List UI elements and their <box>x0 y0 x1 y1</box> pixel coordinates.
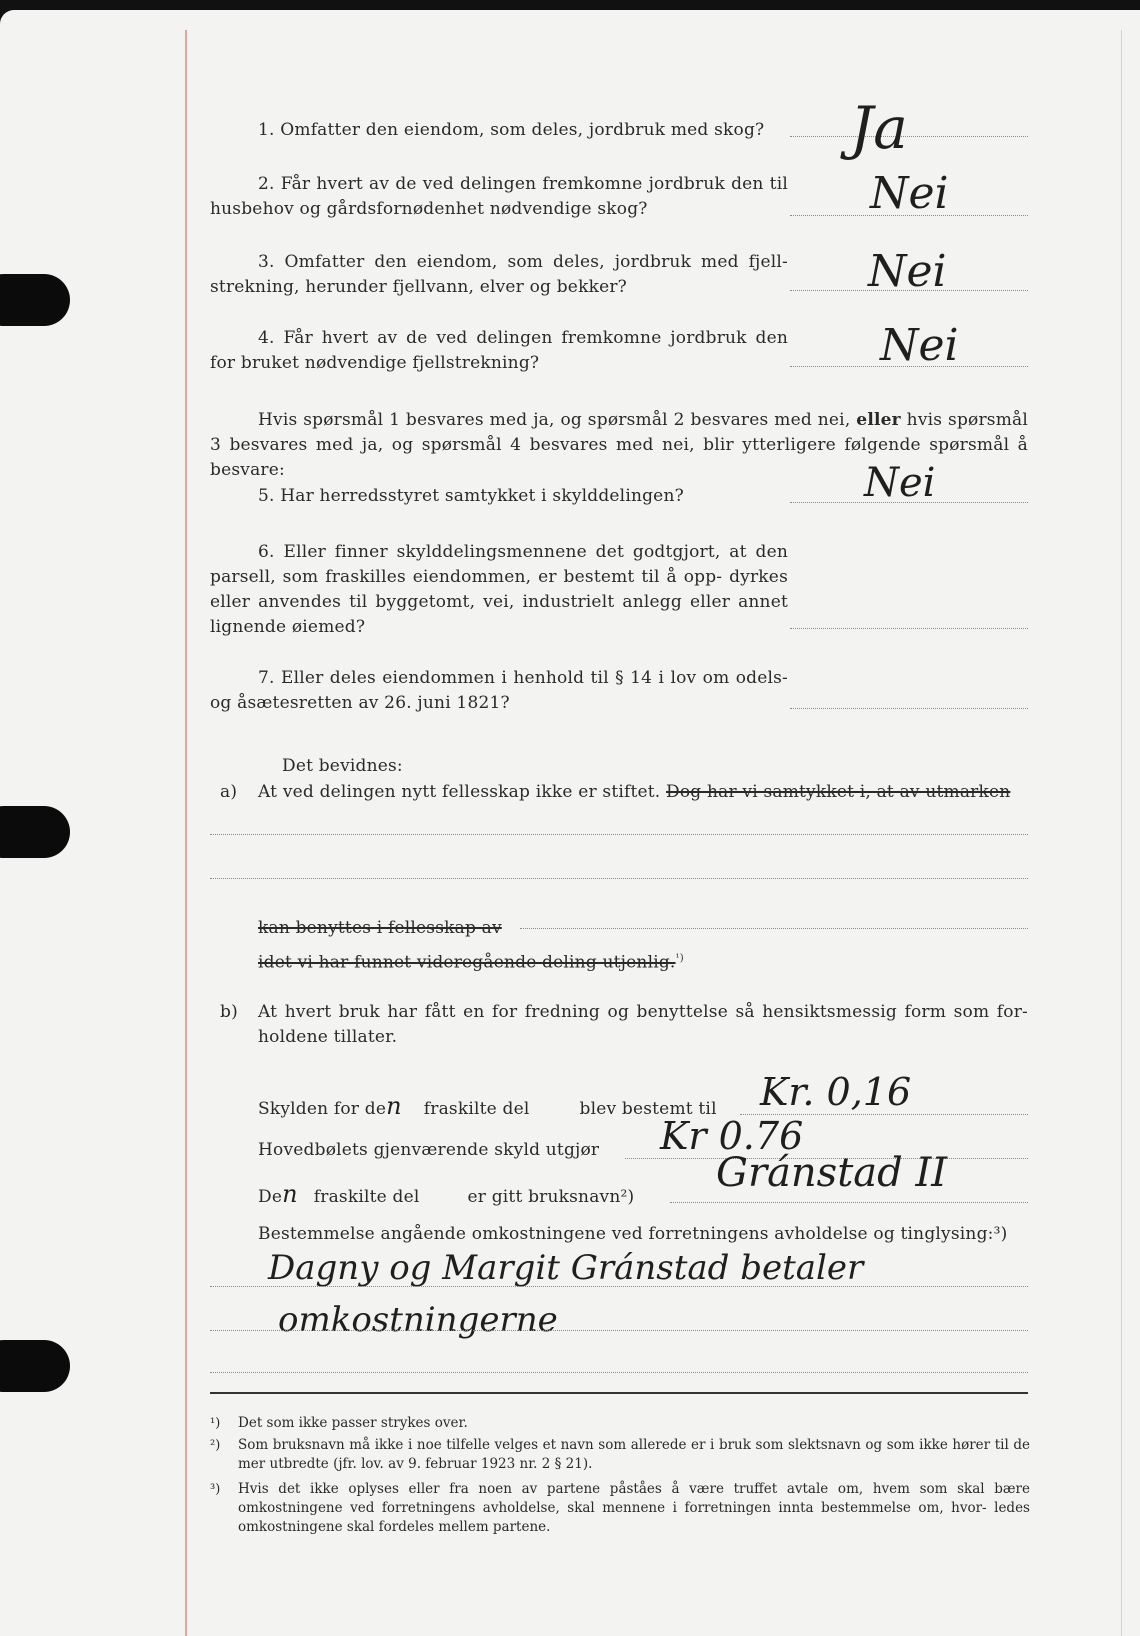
margin-rule <box>185 30 187 1636</box>
page-edge <box>1121 30 1122 1636</box>
answer-line <box>790 708 1028 709</box>
bruksnavn-handwritten: Gránstad II <box>716 1150 948 1196</box>
blank-line <box>520 928 1028 929</box>
answer-line <box>790 628 1028 629</box>
punch-hole <box>0 806 70 858</box>
blank-line <box>210 878 1028 879</box>
punch-hole <box>0 1340 70 1392</box>
question-5: 5. Har herredsstyret samtykket i skylddelingen? <box>258 486 684 506</box>
item-a-text: At ved delingen nytt fellesskap ikke er stiftet. Dog har vi samtykket i, at av utmarken <box>258 782 1011 802</box>
answer-4-handwritten: Nei <box>880 320 959 371</box>
conditional-intro: Hvis spørsmål 1 besvares med ja, og spørsmål 2 besvares med nei, eller hvis spørsmål 3 besvares med ja, og spørsmål 4 besvares med nei, blir ytterligere følgende spørsmål å besvare: <box>210 410 1029 480</box>
skyld-value-handwritten: Kr. 0,16 <box>760 1070 912 1114</box>
hovedbol-value-handwritten: Kr 0.76 <box>660 1114 804 1158</box>
struck-text-2: idet vi har funnet videregående deling utjenlig.$^{^1)}$ <box>258 952 684 973</box>
blank-line <box>210 1330 1028 1331</box>
question-7: 7. Eller deles eiendommen i henhold til § 14 i lov om odels- og åsætesretten av 26. juni 1821? <box>210 668 788 713</box>
item-a-label: a) <box>220 782 238 802</box>
struck-text-1: kan benyttes i fellesskap av <box>258 918 502 938</box>
omkostning-label: Bestemmelse angående omkostningene ved forretningens avholdelse og tinglysing:³) <box>258 1224 1008 1244</box>
answer-5-handwritten: Nei <box>864 460 936 506</box>
answer-3-handwritten: Nei <box>868 246 947 297</box>
punch-hole <box>0 274 70 326</box>
footnote-rule <box>210 1392 1028 1394</box>
skyld-line-3: Den fraskilte del er gitt bruksnavn²) <box>258 1180 635 1208</box>
answer-line <box>670 1202 1028 1203</box>
blank-line <box>210 1286 1028 1287</box>
answer-line <box>790 136 1028 137</box>
question-4: 4. Får hvert av de ved delingen fremkomne jordbruk den for bruket nødvendige fjellstrekning? <box>210 328 788 373</box>
bevidnes-heading: Det bevidnes: <box>282 756 403 776</box>
question-3: 3. Omfatter den eiendom, som deles, jordbruk med fjell- strekning, herunder fjellvann, elver og bekker? <box>210 252 789 297</box>
document-page: 1. Omfatter den eiendom, som deles, jordbruk med skog? Ja 2. Får hvert av de ved delingen fremkomne jordbruk den til husbehov og gårdsfornødenhet nødvendige skog? Nei 3. Omfatter den eiendom, som deles, jordbruk med fjell- strekning, herunder fjellvann, elver og bekker? Nei 4. Får hvert av de ved delingen fremkomne jordbruk den for bruket nødvendige fjellstrekning? Nei Hvis spørsmål 1 besvares med ja, og spørsmål 2 besvares med nei, eller hvis spørsmål 3 besvares med ja, og spørsmål 4 besvares med nei, blir ytterligere følgende spørsmål å besvare: 5. Har herredsstyret samtykket i skylddelingen? Nei 6. Eller finner skylddelingsmennene det godtgjort, at den parsell, som fraskilles eiendommen, er bestemt til å opp- dyrkes eller anvendes til byggetomt, vei, industrielt anlegg eller annet lignende øiemed? 7. Eller deles eiendommen i henhold til § 14 i lov om odels- og åsætesretten av 26. juni 1821? Det bevidnes: a) At ved delingen nytt fellesskap ikke er stiftet. Dog har vi samtykket i, at av utmarken kan benyttes i fellesskap av idet vi har funnet videregående deling utjenlig.$^{^1)}$ b) At hvert bruk har fått en for fredning og benyttelse så hensiktsmessig form som for- holdene tillater. Skylden for den fraskilte del blev bestemt til Kr. 0,16 Hovedbølets gjenværende skyld utgjør Kr 0.76 Den fraskilte del er gitt bruksnavn²) Gránstad II Bestemmelse angående omkostningene ved forretningens avholdelse og tinglysing:³) Dagny og Margit Gránstad betaler omkostningerne ¹) Det som ikke passer strykes over. ²) Som bruksnavn må ikke i noe tilfelle velges et navn som allerede er i bruk som slektsnavn og som ikke hører til de mer utbredte (jfr. lov. av 9. februar 1923 nr. 2 § 21). ³) Hvis det ikke oplyses eller fra noen av partene påståes å være truffet avtale om, hvem som skal bære omkostningene ved forretningens avholdelse, skal mennene i forretningen innta bestemmelse om, hvor- ledes omkostningene skal fordeles mellem partene. <box>0 10 1140 1636</box>
omkostning-handwritten-2: omkostningerne <box>278 1300 558 1340</box>
blank-line <box>210 834 1028 835</box>
skyld-line-2: Hovedbølets gjenværende skyld utgjør <box>258 1140 600 1160</box>
blank-line <box>210 1372 1028 1373</box>
answer-2-handwritten: Nei <box>870 168 949 219</box>
question-6: 6. Eller finner skylddelingsmennene det godtgjort, at den parsell, som fraskilles eiendommen, er bestemt til å opp- dyrkes eller anvendes til byggetomt, vei, industrielt anlegg eller annet lignende øiemed? <box>210 542 788 637</box>
answer-1-handwritten: Ja <box>850 94 908 162</box>
question-2: 2. Får hvert av de ved delingen fremkomne jordbruk den til husbehov og gårdsfornødenhet nødvendige skog? <box>210 174 788 219</box>
omkostning-handwritten-1: Dagny og Margit Gránstad betaler <box>268 1248 864 1288</box>
question-1: 1. Omfatter den eiendom, som deles, jordbruk med skog? <box>258 120 765 140</box>
item-b-text: At hvert bruk har fått en for fredning og benyttelse så hensiktsmessig form som for- holdene tillater. <box>258 1002 1028 1047</box>
item-b-label: b) <box>220 1002 238 1022</box>
skyld-line-1: Skylden for den fraskilte del blev bestemt til <box>258 1092 717 1120</box>
